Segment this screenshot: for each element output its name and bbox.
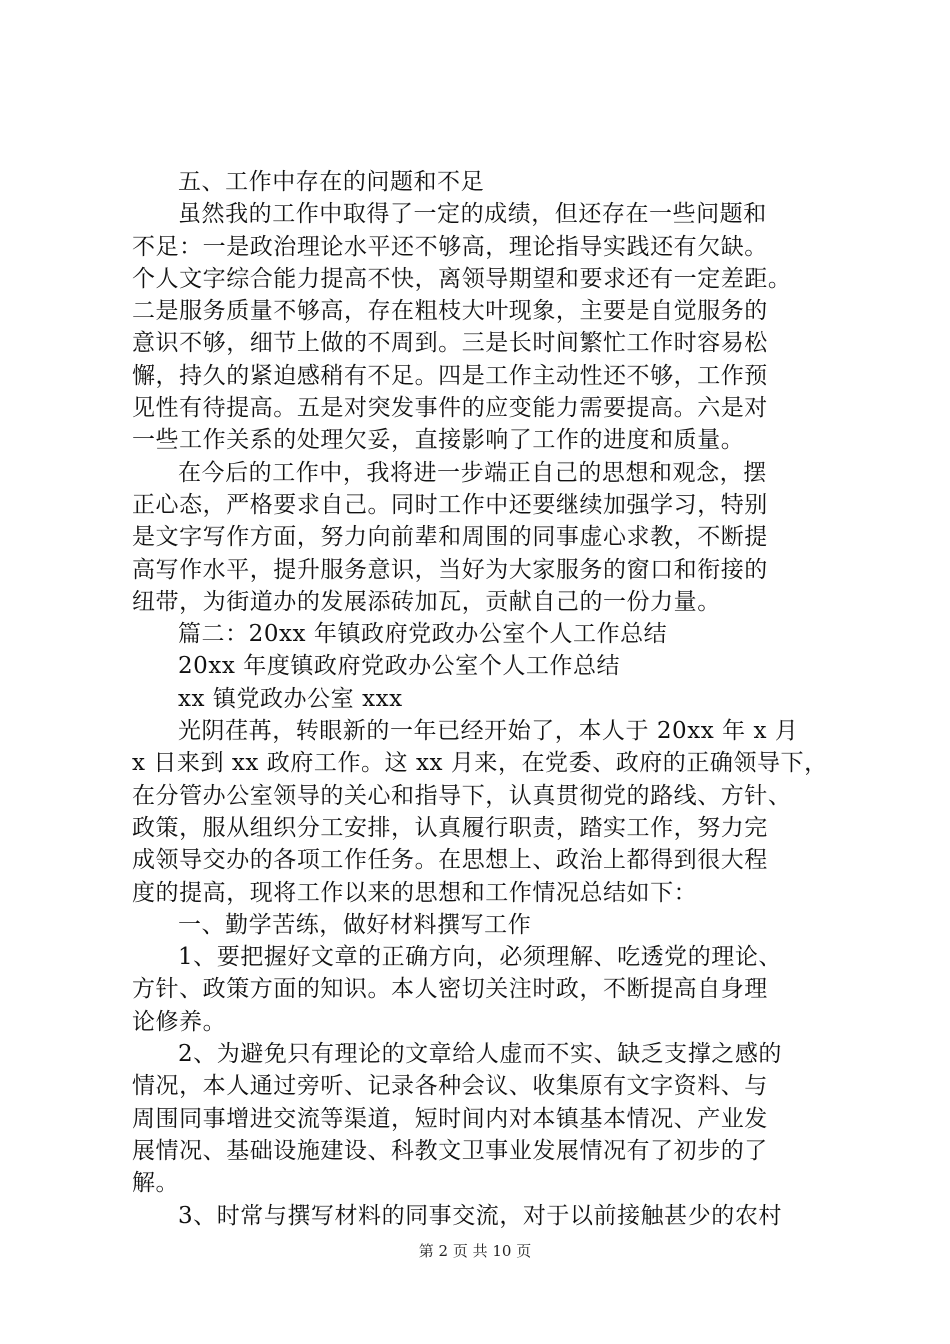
text-line: 个人文字综合能力提高不快，离领导期望和要求还有一定差距。 xyxy=(132,265,792,292)
text-line: xx 镇党政办公室 xxx xyxy=(178,685,403,712)
text-line: 二是服务质量不够高，存在粗枝大叶现象，主要是自觉服务的 xyxy=(132,298,768,325)
text-line: 在今后的工作中，我将进一步端正自己的思想和观念，摆 xyxy=(178,459,767,486)
text-line: 意识不够，细节上做的不周到。三是长时间繁忙工作时容易松 xyxy=(132,330,768,357)
text-line: 一些工作关系的处理欠妥，直接影响了工作的进度和质量。 xyxy=(132,427,745,454)
text-line: 度的提高，现将工作以来的思想和工作情况总结如下： xyxy=(132,879,698,906)
text-line: 是文字写作方面，努力向前辈和周围的同事虚心求教，不断提 xyxy=(132,524,768,551)
text-line: 虽然我的工作中取得了一定的成绩，但还存在一些问题和 xyxy=(178,201,767,228)
text-line: 懈，持久的紧迫感稍有不足。四是工作主动性还不够，工作预 xyxy=(132,362,768,389)
text-line: 3、时常与撰写材料的同事交流，对于以前接触甚少的农村 xyxy=(178,1202,782,1229)
text-line: 篇二：20xx 年镇政府党政办公室个人工作总结 xyxy=(178,621,668,648)
text-line: 解。 xyxy=(132,1170,180,1197)
text-line: 成领导交办的各项工作任务。在思想上、政治上都得到很大程 xyxy=(132,847,768,874)
text-line: 论修养。 xyxy=(132,1008,227,1035)
text-line: 纽带，为街道办的发展添砖加瓦，贡献自己的一份力量。 xyxy=(132,588,721,615)
text-line: 政策，服从组织分工安排，认真履行职责，踏实工作，努力完 xyxy=(132,814,768,841)
text-line: 五、工作中存在的问题和不足 xyxy=(178,169,485,195)
text-line: 展情况、基础设施建设、科教文卫事业发展情况有了初步的了 xyxy=(132,1137,768,1164)
text-line: 光阴荏苒，转眼新的一年已经开始了，本人于 20xx 年 x 月 xyxy=(178,718,799,745)
text-line: x 日来到 xx 政府工作。这 xx 月来，在党委、政府的正确领导下， xyxy=(132,750,828,777)
text-line: 见性有待提高。五是对突发事件的应变能力需要提高。六是对 xyxy=(132,395,768,422)
text-line: 一、勤学苦练，做好材料撰写工作 xyxy=(178,911,532,938)
text-line: 不足：一是政治理论水平还不够高，理论指导实践还有欠缺。 xyxy=(132,233,768,260)
text-line: 情况，本人通过旁听、记录各种会议、收集原有文字资料、与 xyxy=(132,1073,768,1100)
text-line: 方针、政策方面的知识。本人密切关注时政，不断提高自身理 xyxy=(132,976,768,1003)
text-line: 在分管办公室领导的关心和指导下，认真贯彻党的路线、方针、 xyxy=(132,782,792,809)
text-line: 20xx 年度镇政府党政办公室个人工作总结 xyxy=(178,653,621,680)
text-line: 正心态，严格要求自己。同时工作中还要继续加强学习，特别 xyxy=(132,491,768,518)
page-footer: 第 2 页 共 10 页 xyxy=(418,1242,532,1260)
text-line: 周围同事增进交流等渠道，短时间内对本镇基本情况、产业发 xyxy=(132,1105,768,1132)
text-line: 2、为避免只有理论的文章给人虚而不实、缺乏支撑之感的 xyxy=(178,1041,782,1068)
text-line: 高写作水平，提升服务意识，当好为大家服务的窗口和衔接的 xyxy=(132,556,768,583)
text-line: 1、要把握好文章的正确方向，必须理解、吃透党的理论、 xyxy=(178,944,782,971)
document-body xyxy=(132,166,832,1232)
